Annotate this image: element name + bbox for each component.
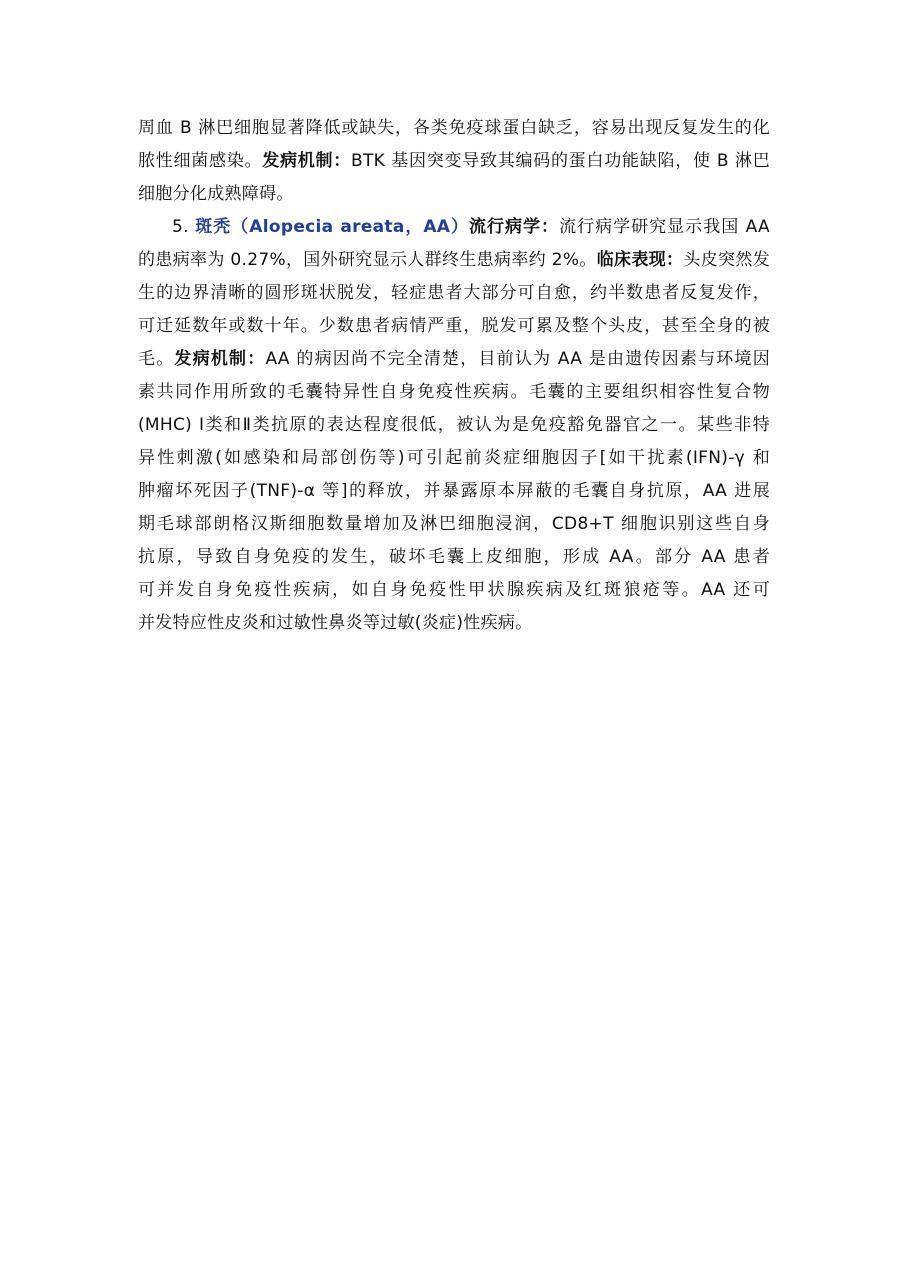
- mechanism-label: 发病机制：: [174, 349, 266, 369]
- text-line: [138, 376, 770, 409]
- section-number: 5.: [172, 217, 189, 237]
- text-line: [138, 607, 770, 640]
- text-run: 肿瘤坏死因子(TNF)-α 等]的释放，并暴露原本屏蔽的毛囊自身抗原，AA 进展: [138, 481, 770, 501]
- text-line: [138, 442, 770, 475]
- text-run: 的患病率为 0.27%，国外研究显示人群终生患病率约 2%。: [138, 250, 597, 270]
- text-line: [138, 409, 770, 442]
- text-line: [138, 277, 770, 310]
- text-run: 并发特应性皮炎和过敏性鼻炎等过敏(炎症)性疾病。: [138, 613, 533, 633]
- text-line: [138, 112, 770, 145]
- epidemiology-label: 流行病学：: [469, 217, 560, 237]
- clinical-label: 临床表现：: [596, 250, 684, 270]
- text-run: 生的边界清晰的圆形斑状脱发，轻症患者大部分可自愈，约半数患者反复发作，: [138, 283, 770, 303]
- text-run: AA 的病因尚不完全清楚，目前认为 AA 是由遗传因素与环境因: [265, 349, 770, 369]
- text-run: (MHC) Ⅰ类和Ⅱ类抗原的表达程度很低，被认为是免疫豁免器官之一。某些非特: [138, 415, 770, 435]
- paragraph-alopecia-areata: [138, 211, 770, 640]
- text-run: 细胞分化成熟障碍。: [138, 184, 294, 204]
- section-title: 斑秃（Alopecia areata，AA）: [195, 217, 469, 237]
- text-run: 可并发自身免疫性疾病，如自身免疫性甲状腺疾病及红斑狼疮等。AA 还可: [138, 580, 770, 600]
- text-line: [138, 574, 770, 607]
- text-run: 流行病学研究显示我国 AA: [559, 217, 770, 237]
- text-line: [138, 145, 770, 178]
- text-run: 抗原，导致自身免疫的发生，破坏毛囊上皮细胞，形成 AA。部分 AA 患者: [138, 547, 770, 567]
- document-body: [138, 112, 770, 640]
- text-line: [138, 310, 770, 343]
- text-line: [138, 541, 770, 574]
- text-line: [138, 475, 770, 508]
- text-run: 期毛球部朗格汉斯细胞数量增加及淋巴细胞浸润，CD8+T 细胞识别这些自身: [138, 514, 770, 534]
- text-line: [138, 508, 770, 541]
- text-run: 脓性细菌感染。: [138, 151, 263, 171]
- text-run: BTK 基因突变导致其编码的蛋白功能缺陷，使 B 淋巴: [350, 151, 770, 171]
- mechanism-label: 发病机制：: [262, 151, 351, 171]
- text-line: [138, 343, 770, 376]
- text-run: 异性刺激(如感染和局部创伤等)可引起前炎症细胞因子[如干扰素(IFN)-γ 和: [138, 448, 770, 468]
- text-run: 素共同作用所致的毛囊特异性自身免疫性疾病。毛囊的主要组织相容性复合物: [138, 382, 770, 402]
- text-line: [138, 211, 770, 244]
- text-run: 头皮突然发: [683, 250, 771, 270]
- text-run: 周血 B 淋巴细胞显著降低或缺失，各类免疫球蛋白缺乏，容易出现反复发生的化: [138, 118, 770, 138]
- text-run: 可迁延数年或数十年。少数患者病情严重，脱发可累及整个头皮，甚至全身的被: [138, 316, 770, 336]
- paragraph-btk: [138, 112, 770, 211]
- text-line: [138, 244, 770, 277]
- text-run: 毛。: [138, 349, 175, 369]
- text-line: [138, 178, 770, 211]
